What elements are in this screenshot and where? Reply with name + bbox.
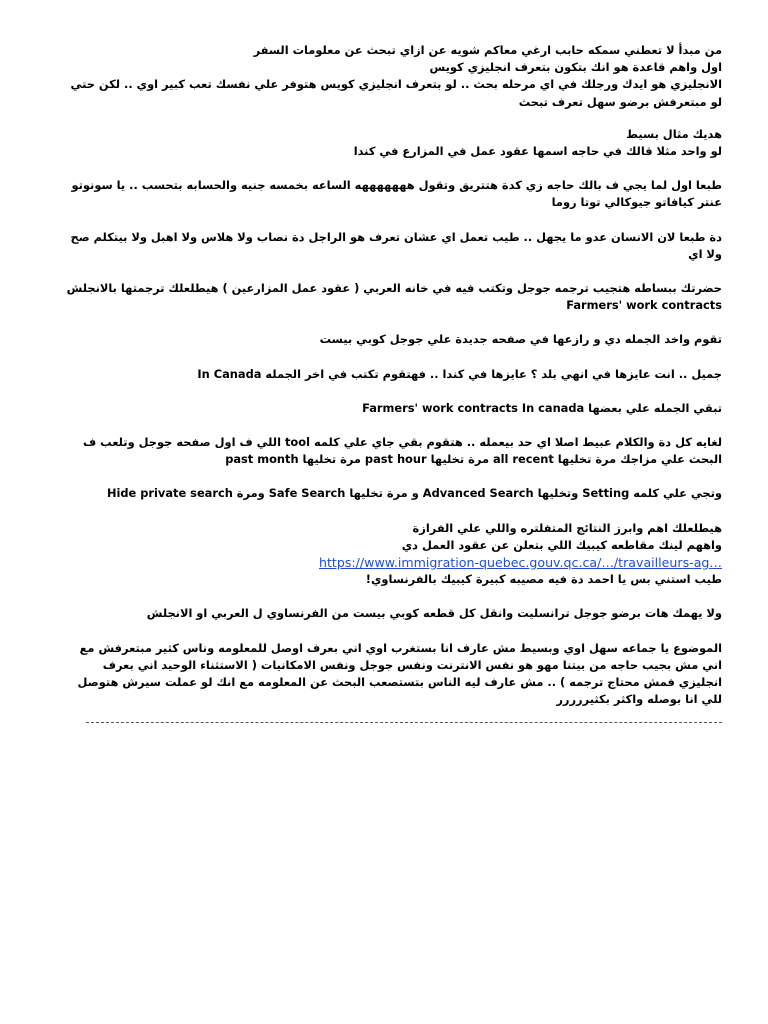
paragraph-country — [56, 366, 722, 383]
paragraph-line: لو واحد مثلا قالك في حاجه اسمها عقود عمل في المزارع في كندا — [353, 144, 722, 159]
paragraph-line: هديك مثال بسيط — [626, 126, 722, 141]
paragraph-line: هيطلعلك اهم وابرز النتائج المتفلتره واللي علي الفرازة — [412, 520, 722, 535]
quebec-immigration-link[interactable]: https://www.immigration-quebec.gouv.qc.ca/…/travailleurs-ag… — [319, 555, 722, 571]
paragraph-french — [56, 605, 722, 622]
paragraph-conclusion — [56, 640, 722, 709]
paragraph-full-query — [56, 400, 722, 417]
paragraph-line: الانجليزي هو ايدك ورجلك في اي مرحله بحث .. لو بتعرف انجليزي كويس هتوفر علي نفسك تعب كبير اوي .. لكن حتي لو مبتعرفش برضو سهل تعرف تبحث — [70, 77, 722, 109]
paragraph-line: من مبدأ لا تعطني سمكه حابب ارغي معاكم شويه عن ازاي تبحث عن معلومات السفر — [253, 43, 722, 57]
paragraph-line: الموضوع يا جماعه سهل اوي وبسيط مش عارف انا بستغرب اوي اني بعرف اوصل للمعلومه وناس كثير مبتعرفش مع اني مش بجيب حاجه من بيتنا مهو هو نفس الانترنت ونفس جوجل ونفس الامكانيات ( الاستثناء الوحيد اني بعرف انجليزي فمش محتاج ترجمه ) .. مش عارف ليه الناس بتستصعب البحث عن المعلومه مع انك لو عملت سيرش هتوصل للي انا بوصله واكثر بكثيررررر — [77, 640, 722, 707]
paragraph-line: ولا يهمك هات برضو جوجل ترانسليت وانقل كل قطعه كوبي بيست من الفرنساوي ل العربي او الانجلش — [146, 606, 722, 621]
paragraph-line: وتجي علي كلمه Setting وتخليها Advanced Search و مرة تخليها Safe Search ومرة Hide private search — [106, 486, 722, 501]
paragraph-line: لغايه كل دة والكلام عبيط اصلا اي حد بيعمله .. هتقوم بقي جاي علي كلمه tool اللي ف اول صفحه جوجل وتلعب ف البحث علي مزاجك مرة تخليها all recent مرة تخليها past hour مرة تخليها past month — [82, 435, 722, 467]
paragraph-line: تبقي الجمله علي بعضها Farmers' work contracts In canada — [362, 400, 722, 415]
paragraph-translate — [56, 280, 722, 314]
paragraph-line: تقوم واخد الجمله دي و رازعها في صفحه جديدة علي جوجل كوبي بيست — [319, 332, 722, 347]
paragraph-line: طبعا اول لما يجي ف بالك حاجه زي كدة هتتريق وتقول هههههههه الساعه بخمسه جنيه والحسابه بتحسب .. يا سونوتو عنتر كيافاتو جيوكالي توتا روما — [71, 178, 722, 210]
paragraph-line: طيب استني بس يا احمد دة فيه مصيبه كبيرة كيبيك بالفرنساوي! — [365, 572, 722, 587]
paragraph-reaction — [56, 177, 722, 211]
paragraph-line: واههم لينك مقاطعه كيبيك اللي بتعلن عن عقود العمل دي — [401, 537, 722, 552]
paragraph-line: دة طبعا لان الانسان عدو ما يجهل .. طيب تعمل اي عشان تعرف هو الراجل دة نصاب ولا هلاس ولا اهبل ولا بيتكلم صح ولا اي — [70, 229, 722, 261]
paragraph-intro — [56, 42, 722, 111]
paragraph-line: حضرتك ببساطه هتجيب ترجمه جوجل وتكتب فيه في خانه العربي ( عقود عمل المزارعين ) هيطلعلك ترجمتها بالانجلش Farmers' work contracts — [66, 281, 722, 313]
paragraph-results — [56, 520, 722, 589]
paragraph-ignorance — [56, 229, 722, 263]
paragraph-example — [56, 126, 722, 160]
paragraph-copy-paste — [56, 331, 722, 348]
paragraph-settings — [56, 485, 722, 502]
paragraph-line: جميل .. انت عايزها في انهي بلد ؟ عايزها في كندا .. فهتقوم تكتب في اخر الجمله In Canada — [197, 366, 722, 381]
paragraph-tools — [56, 434, 722, 468]
document-body — [56, 42, 722, 725]
paragraph-line: اول واهم قاعدة هو انك بتكون بتعرف انجليزي كويس — [429, 60, 722, 75]
dashed-divider — [86, 722, 722, 723]
